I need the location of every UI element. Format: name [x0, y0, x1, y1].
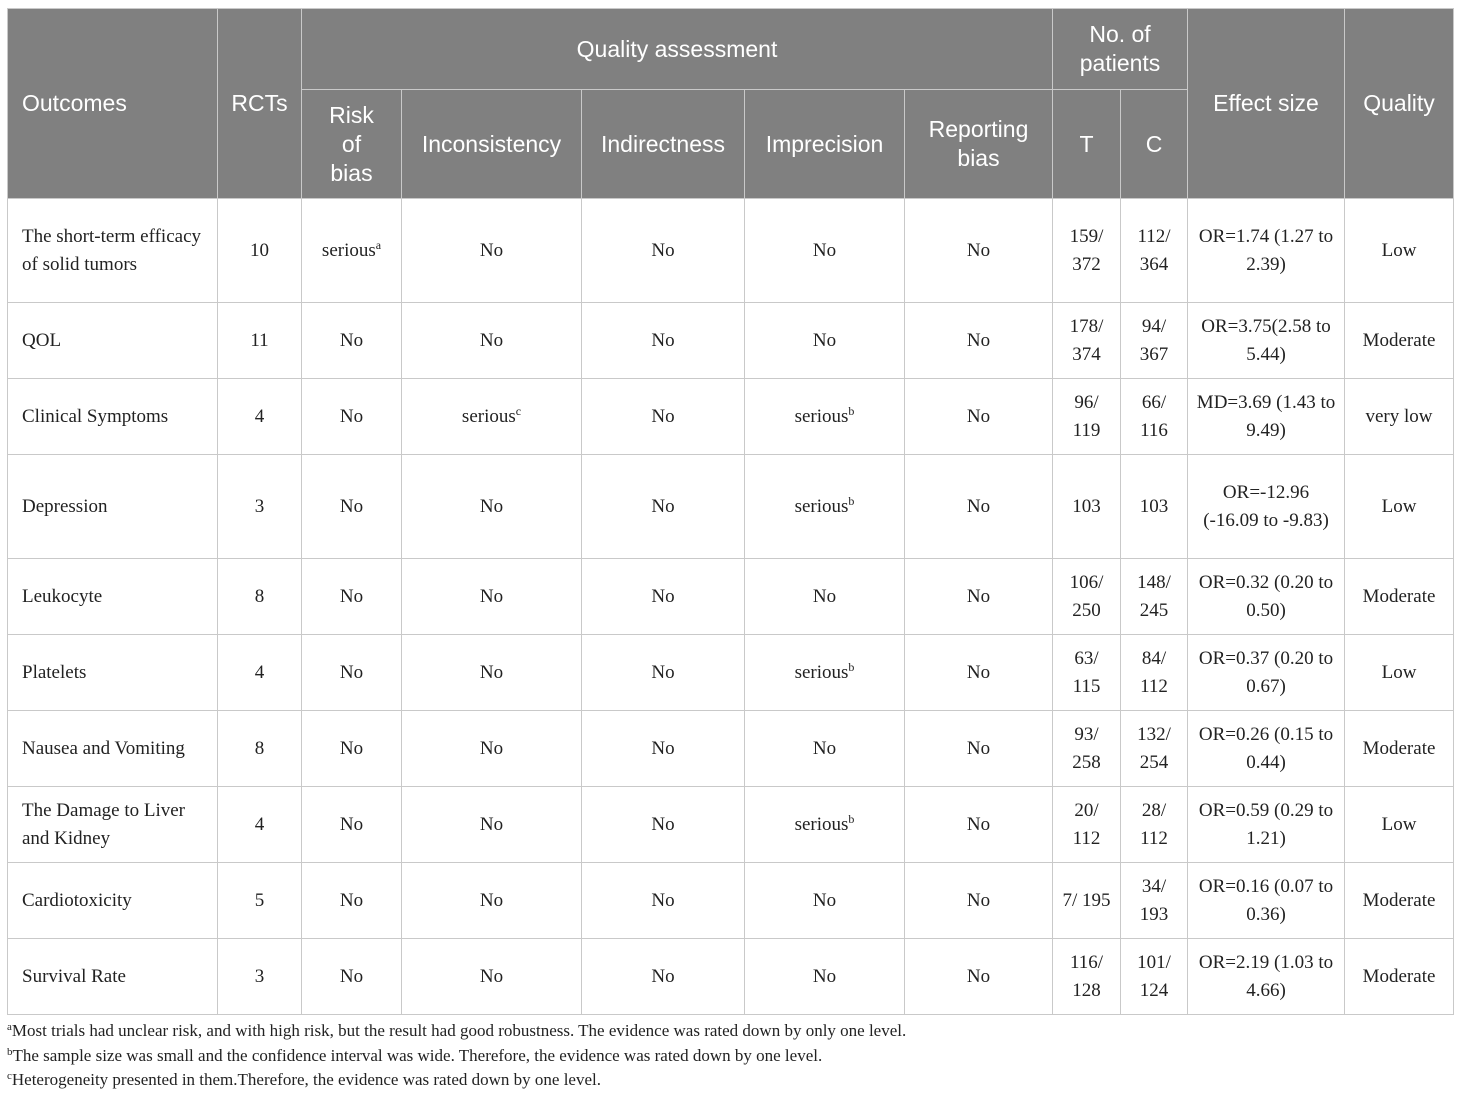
effect-size-cell: OR=0.37 (0.20 to 0.67)	[1188, 635, 1345, 711]
footnote-marker: c	[515, 403, 522, 418]
indirectness-cell: No	[582, 303, 745, 379]
patients-c-cell: 148/ 245	[1121, 559, 1188, 635]
footnote-text: The sample size was small and the confidence interval was wide. Therefore, the evidence was rated down by one level.	[12, 1045, 823, 1065]
risk-of-bias-cell	[302, 787, 402, 863]
footnote-marker: b	[848, 403, 855, 418]
footnote-marker: b	[848, 493, 855, 508]
imprecision-cell	[745, 787, 905, 863]
reporting-bias-cell: No	[905, 303, 1053, 379]
rcts-cell: 11	[218, 303, 302, 379]
indirectness-cell: No	[582, 787, 745, 863]
footnotes	[7, 1019, 1453, 1093]
quality-cell: Moderate	[1345, 711, 1454, 787]
imprecision-cell	[745, 635, 905, 711]
risk-of-bias-value: No	[339, 585, 364, 607]
imprecision-value: serious	[794, 661, 849, 683]
table-row	[8, 863, 1454, 939]
footnote-mark: a	[7, 1021, 12, 1033]
patients-c-cell: 34/ 193	[1121, 863, 1188, 939]
risk-of-bias-cell	[302, 939, 402, 1015]
outcome-cell: Cardiotoxicity	[8, 863, 218, 939]
inconsistency-value: No	[479, 585, 504, 607]
patients-t-cell: 103	[1053, 455, 1121, 559]
effect-size-cell: OR=0.16 (0.07 to 0.36)	[1188, 863, 1345, 939]
quality-cell: Low	[1345, 787, 1454, 863]
patients-c-cell: 112/ 364	[1121, 199, 1188, 303]
indirectness-cell: No	[582, 379, 745, 455]
quality-cell: Moderate	[1345, 303, 1454, 379]
quality-cell: Moderate	[1345, 939, 1454, 1015]
reporting-bias-cell: No	[905, 863, 1053, 939]
imprecision-value: No	[812, 965, 837, 987]
inconsistency-cell	[402, 787, 582, 863]
inconsistency-cell	[402, 455, 582, 559]
rcts-cell: 8	[218, 711, 302, 787]
patients-t-cell: 20/ 112	[1053, 787, 1121, 863]
table-row	[8, 379, 1454, 455]
indirectness-cell: No	[582, 635, 745, 711]
rcts-cell: 8	[218, 559, 302, 635]
header-indirectness: Indirectness	[582, 90, 745, 199]
risk-of-bias-value: No	[339, 329, 364, 351]
reporting-bias-cell: No	[905, 559, 1053, 635]
header-imprecision: Imprecision	[745, 90, 905, 199]
quality-cell: very low	[1345, 379, 1454, 455]
imprecision-cell	[745, 199, 905, 303]
risk-of-bias-cell	[302, 455, 402, 559]
header-quality-assessment: Quality assessment	[302, 9, 1053, 90]
footnote-a	[7, 1019, 1453, 1044]
inconsistency-cell	[402, 863, 582, 939]
footnote-text: Most trials had unclear risk, and with high risk, but the result had good robustness. The evidence was rated down by only one level.	[11, 1021, 907, 1040]
header-t: T	[1053, 90, 1121, 199]
rcts-cell: 3	[218, 939, 302, 1015]
reporting-bias-cell: No	[905, 635, 1053, 711]
imprecision-cell	[745, 939, 905, 1015]
patients-t-cell: 116/ 128	[1053, 939, 1121, 1015]
risk-of-bias-value: No	[339, 737, 364, 759]
risk-of-bias-cell	[302, 711, 402, 787]
outcome-cell: Clinical Symptoms	[8, 379, 218, 455]
table-row	[8, 711, 1454, 787]
inconsistency-value: serious	[461, 405, 516, 427]
footnote-mark: c	[7, 1070, 12, 1082]
effect-size-cell: OR=0.26 (0.15 to 0.44)	[1188, 711, 1345, 787]
patients-t-cell: 63/ 115	[1053, 635, 1121, 711]
effect-size-cell: OR=1.74 (1.27 to 2.39)	[1188, 199, 1345, 303]
patients-c-cell: 66/ 116	[1121, 379, 1188, 455]
imprecision-cell	[745, 863, 905, 939]
rcts-cell: 3	[218, 455, 302, 559]
effect-size-cell: OR=2.19 (1.03 to 4.66)	[1188, 939, 1345, 1015]
inconsistency-cell	[402, 303, 582, 379]
footnote-b	[7, 1044, 1453, 1069]
inconsistency-value: No	[479, 495, 504, 517]
risk-of-bias-cell	[302, 303, 402, 379]
indirectness-cell: No	[582, 559, 745, 635]
risk-of-bias-value: No	[339, 661, 364, 683]
effect-size-cell: MD=3.69 (1.43 to 9.49)	[1188, 379, 1345, 455]
header-effect-size: Effect size	[1188, 9, 1345, 199]
inconsistency-cell	[402, 711, 582, 787]
risk-of-bias-value: No	[339, 405, 364, 427]
header-quality: Quality	[1345, 9, 1454, 199]
footnote-marker: b	[848, 659, 855, 674]
reporting-bias-cell: No	[905, 787, 1053, 863]
imprecision-value: serious	[794, 405, 849, 427]
indirectness-cell: No	[582, 939, 745, 1015]
outcome-cell: QOL	[8, 303, 218, 379]
inconsistency-value: No	[479, 889, 504, 911]
imprecision-cell	[745, 303, 905, 379]
reporting-bias-cell: No	[905, 199, 1053, 303]
patients-t-cell: 178/ 374	[1053, 303, 1121, 379]
header-outcomes: Outcomes	[8, 9, 218, 199]
table-row	[8, 635, 1454, 711]
header-no-of-patients: No. of patients	[1053, 9, 1188, 90]
footnote-c	[7, 1068, 1453, 1093]
effect-size-cell: OR=-12.96 (-16.09 to -9.83)	[1188, 455, 1345, 559]
quality-cell: Moderate	[1345, 559, 1454, 635]
inconsistency-value: No	[479, 329, 504, 351]
imprecision-value: No	[812, 239, 837, 261]
risk-of-bias-value: No	[339, 495, 364, 517]
effect-size-cell: OR=0.32 (0.20 to 0.50)	[1188, 559, 1345, 635]
footnote-mark: b	[7, 1045, 13, 1058]
imprecision-value: serious	[794, 813, 849, 835]
risk-of-bias-value: No	[339, 889, 364, 911]
table-body	[8, 199, 1454, 1015]
imprecision-value: No	[812, 329, 837, 351]
patients-t-cell: 106/ 250	[1053, 559, 1121, 635]
outcome-cell: Depression	[8, 455, 218, 559]
imprecision-value: No	[812, 585, 837, 607]
table-row	[8, 787, 1454, 863]
rcts-cell: 10	[218, 199, 302, 303]
reporting-bias-cell: No	[905, 939, 1053, 1015]
footnote-marker: b	[848, 811, 855, 826]
table-row	[8, 939, 1454, 1015]
header-c: C	[1121, 90, 1188, 199]
table-row	[8, 455, 1454, 559]
inconsistency-value: No	[479, 965, 504, 987]
risk-of-bias-value: No	[339, 813, 364, 835]
patients-t-cell: 93/ 258	[1053, 711, 1121, 787]
risk-of-bias-cell	[302, 863, 402, 939]
rcts-cell: 4	[218, 787, 302, 863]
inconsistency-value: No	[479, 661, 504, 683]
imprecision-cell	[745, 711, 905, 787]
quality-cell: Low	[1345, 199, 1454, 303]
header-inconsistency: Inconsistency	[402, 90, 582, 199]
risk-of-bias-value: serious	[321, 239, 376, 261]
patients-t-cell: 159/ 372	[1053, 199, 1121, 303]
risk-of-bias-value: No	[339, 965, 364, 987]
inconsistency-cell	[402, 635, 582, 711]
outcome-cell: Leukocyte	[8, 559, 218, 635]
effect-size-cell: OR=3.75(2.58 to 5.44)	[1188, 303, 1345, 379]
patients-t-cell: 96/ 119	[1053, 379, 1121, 455]
header-rcts: RCTs	[218, 9, 302, 199]
outcome-cell: Nausea and Vomiting	[8, 711, 218, 787]
rcts-cell: 4	[218, 379, 302, 455]
footnote-marker: a	[375, 237, 382, 252]
indirectness-cell: No	[582, 711, 745, 787]
inconsistency-cell	[402, 939, 582, 1015]
inconsistency-value: No	[479, 737, 504, 759]
outcome-cell: The Damage to Liver and Kidney	[8, 787, 218, 863]
reporting-bias-cell: No	[905, 455, 1053, 559]
patients-c-cell: 103	[1121, 455, 1188, 559]
header-reporting-bias: Reporting bias	[905, 90, 1053, 199]
inconsistency-value: No	[479, 239, 504, 261]
patients-c-cell: 84/ 112	[1121, 635, 1188, 711]
imprecision-value: serious	[794, 495, 849, 517]
patients-c-cell: 28/ 112	[1121, 787, 1188, 863]
imprecision-value: No	[812, 889, 837, 911]
risk-of-bias-cell	[302, 199, 402, 303]
quality-cell: Low	[1345, 635, 1454, 711]
table-row	[8, 199, 1454, 303]
risk-of-bias-cell	[302, 559, 402, 635]
imprecision-cell	[745, 455, 905, 559]
imprecision-cell	[745, 379, 905, 455]
inconsistency-cell	[402, 379, 582, 455]
rcts-cell: 5	[218, 863, 302, 939]
indirectness-cell: No	[582, 199, 745, 303]
table-header	[8, 9, 1454, 199]
patients-t-cell: 7/ 195	[1053, 863, 1121, 939]
quality-cell: Moderate	[1345, 863, 1454, 939]
inconsistency-cell	[402, 199, 582, 303]
outcome-cell: The short-term efficacy of solid tumors	[8, 199, 218, 303]
grade-evidence-table	[7, 8, 1454, 1015]
imprecision-cell	[745, 559, 905, 635]
table-row	[8, 303, 1454, 379]
patients-c-cell: 132/ 254	[1121, 711, 1188, 787]
rcts-cell: 4	[218, 635, 302, 711]
reporting-bias-cell: No	[905, 379, 1053, 455]
quality-cell: Low	[1345, 455, 1454, 559]
inconsistency-value: No	[479, 813, 504, 835]
outcome-cell: Platelets	[8, 635, 218, 711]
patients-c-cell: 101/ 124	[1121, 939, 1188, 1015]
imprecision-value: No	[812, 737, 837, 759]
footnote-text: Heterogeneity presented in them.Therefore, the evidence was rated down by one level.	[11, 1070, 601, 1089]
reporting-bias-cell: No	[905, 711, 1053, 787]
outcome-cell: Survival Rate	[8, 939, 218, 1015]
risk-of-bias-cell	[302, 635, 402, 711]
indirectness-cell: No	[582, 863, 745, 939]
effect-size-cell: OR=0.59 (0.29 to 1.21)	[1188, 787, 1345, 863]
risk-of-bias-cell	[302, 379, 402, 455]
patients-c-cell: 94/ 367	[1121, 303, 1188, 379]
header-risk-of-bias: Risk of bias	[302, 90, 402, 199]
table-row	[8, 559, 1454, 635]
inconsistency-cell	[402, 559, 582, 635]
indirectness-cell: No	[582, 455, 745, 559]
